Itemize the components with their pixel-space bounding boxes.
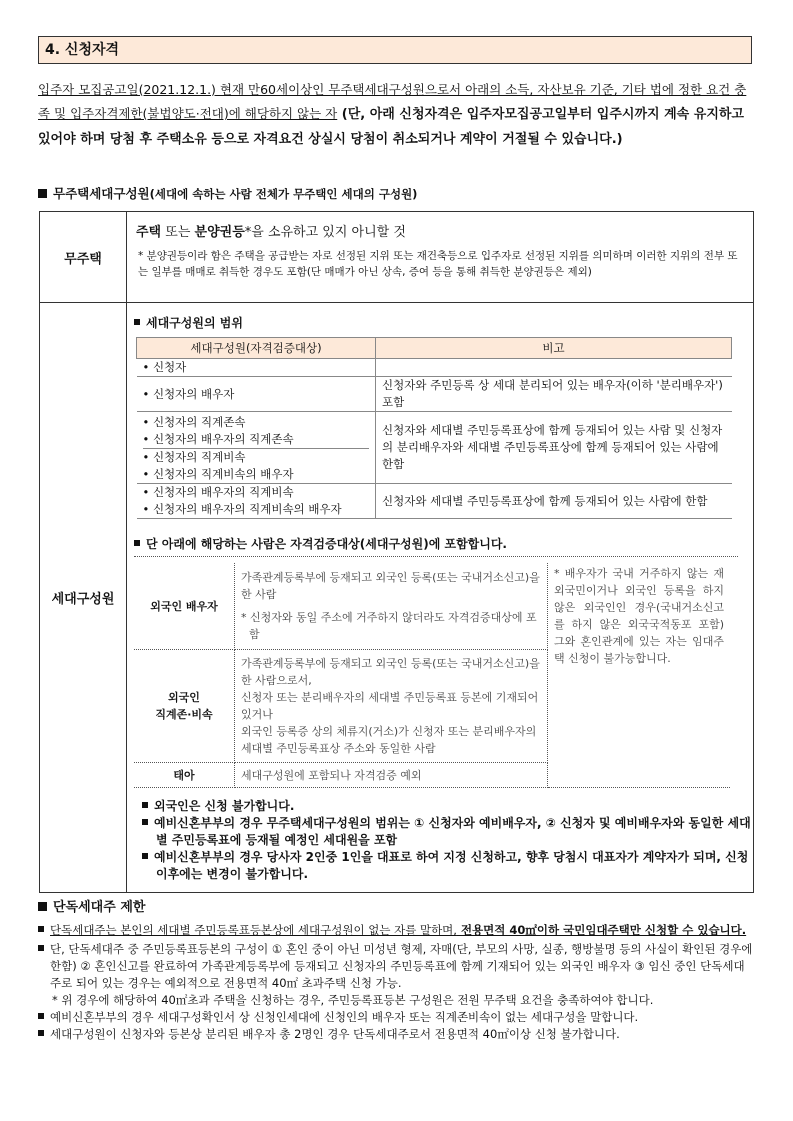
black-square-icon xyxy=(38,945,44,951)
range-note-spouse-descendant: 신청자와 세대별 주민등록표상에 함께 등재되어 있는 사람에 한함 xyxy=(376,484,732,519)
subheading-no-house-household: 무주택세대구성원(세대에 속하는 사람 전체가 무주택인 세대의 구성원) xyxy=(38,184,417,202)
intro-underlined: 입주자 모집공고일(2021.12.1.) 현재 만60세이상인 무주택세대구성원으로서 아래의 소득, 자산보유 기준, 기타 법에 정한 요건 충족 및 입주자격제한(불법양도·전대)에 해당하지 않는 자 xyxy=(38,82,747,121)
foreign-lineal-desc: 가족관계등록부에 등재되고 외국인 등록(또는 국내거소신고)을 한 사람으로서, 신청자 또는 분리배우자의 세대별 주민등록표 등본에 기재되어 있거나 외국인 등록증 상의 체류지(거소)가 신청자 또는 분리배우자의 세대별 주민등록표상 주소와 동일한 사람 xyxy=(235,650,548,763)
include-heading: 단 아래에 해당하는 사람은 자격검증대상(세대구성원)에 포함합니다. xyxy=(134,535,738,557)
presale-right-note: * 분양권등이라 함은 주택을 공급받는 자로 선정된 지위 또는 재건축등으로 입주자로 선정된 지위를 의미하며 이러한 지위의 전부 또는 일부를 매매로 취득한 경우도 포함(단 매매가 아닌 상속, 증여 등을 통해 취득한 분양권등은 제외) xyxy=(138,250,738,278)
black-square-icon xyxy=(142,819,148,825)
black-square-icon xyxy=(134,319,140,325)
section-title: 4. 신청자격 xyxy=(38,36,752,64)
single-item-1: 단독세대주는 본인의 세대별 주민등록표등본상에 세대구성원이 없는 자를 말하며, 전용면적 40㎡이하 국민임대주택만 신청할 수 있습니다. xyxy=(38,922,754,939)
black-square-icon xyxy=(142,802,148,808)
black-square-icon xyxy=(38,1013,44,1019)
black-square-icon xyxy=(38,902,47,911)
foreign-side-note: * 배우자가 국내 거주하지 않는 재외국민이거나 외국인 등록을 하지 않은 외국인인 경우(국내거소신고를 하지 않은 외국국적동포 포함) 그와 혼인관계에 있는 자는 임대주택 신청이 불가능합니다. xyxy=(554,567,724,665)
range-row-lineal: • 신청자의 직계존속 • 신청자의 배우자의 직계존속 • 신청자의 직계비속 • 신청자의 직계비속의 배우자 xyxy=(137,412,376,484)
range-heading: 세대구성원의 범위 xyxy=(134,314,752,331)
foreign-lineal-label: 외국인 직계존·비속 xyxy=(134,650,235,763)
foreign-members-table xyxy=(134,563,730,788)
range-note-spouse: 신청자와 주민등록 상 세대 분리되어 있는 배우자(이하 '분리배우자') 포함 xyxy=(376,377,732,412)
eligibility-table xyxy=(39,211,754,893)
black-square-icon xyxy=(38,1030,44,1036)
fetus-desc: 세대구성원에 포함되나 자격검증 예외 xyxy=(235,763,548,788)
household-bullets xyxy=(142,798,752,883)
single-head-heading: 단독세대주 제한 xyxy=(38,896,145,915)
black-square-icon xyxy=(134,540,140,546)
range-row-spouse: • 신청자의 배우자 xyxy=(137,377,376,412)
fetus-label: 태아 xyxy=(134,763,235,788)
range-row-applicant: • 신청자 xyxy=(137,359,376,377)
single-item-4: 세대구성원이 신청자와 등본상 분리된 배우자 총 2명인 경우 단독세대주로서 전용면적 40㎡이상 신청 불가합니다. xyxy=(38,1026,754,1043)
household-label: 세대구성원 xyxy=(40,303,127,893)
single-item-3: 예비신혼부부의 경우 세대구성확인서 상 신청인세대에 신청인의 배우자 또는 직계존비속이 없는 세대구성을 말합니다. xyxy=(38,1009,754,1026)
single-item-2-note: * 위 경우에 해당하여 40㎡초과 주택을 신청하는 경우, 주민등록표등본 구성원은 전원 무주택 요건을 충족하여야 합니다. xyxy=(52,993,654,1007)
bullet-newlywed-range: 예비신혼부부의 경우 무주택세대구성원의 범위는 ① 신청자와 예비배우자, ② 신청자 및 예비배우자와 동일한 세대별 주민등록표에 등재될 예정인 세대원을 포함 xyxy=(142,815,752,849)
household-cell xyxy=(127,303,754,893)
no-house-cell xyxy=(127,212,754,303)
intro-bold: (단, 아래 신청자격은 입주자모집공고일부터 입주시까지 계속 유지하고 있어야 하며 당첨 후 주택소유 등으로 자격요건 상실시 당첨이 취소되거나 계약이 거절될 수 있습니다.) xyxy=(38,107,744,147)
bullet-newlywed-representative: 예비신혼부부의 경우 당사자 2인중 1인을 대표로 하여 지정 신청하고, 향후 당첨시 대표자가 계약자가 되며, 신청이후에는 변경이 불가합니다. xyxy=(142,849,752,883)
single-head-list xyxy=(38,922,754,1043)
black-square-icon xyxy=(38,926,44,932)
range-row-spouse-descendant: • 신청자의 배우자의 직계비속 • 신청자의 배우자의 직계비속의 배우자 xyxy=(137,484,376,519)
household-range-table xyxy=(136,337,732,519)
black-square-icon xyxy=(142,853,148,859)
range-note-lineal: 신청자와 세대별 주민등록표상에 함께 등재되어 있는 사람 및 신청자의 분리배우자와 세대별 주민등록표상에 함께 등재되어 있는 사람에 한함 xyxy=(376,412,732,484)
no-house-requirement: 주택 또는 분양권등*을 소유하고 있지 아니할 것 xyxy=(136,225,406,240)
foreign-spouse-desc: 가족관계등록부에 등재되고 외국인 등록(또는 국내거소신고)을 한 사람 * 신청자와 동일 주소에 거주하지 않더라도 자격검증대상에 포함 xyxy=(235,563,548,650)
single-item-2: 단, 단독세대주 중 주민등록표등본의 구성이 ① 혼인 중이 아닌 미성년 형제, 자매(단, 부모의 사망, 실종, 행방불명 등의 사실이 확인된 경우에 한함) ② 혼인신고를 완료하여 가족관계등록부에 등재되고 신청자의 주민등록표에 함께 기재되어 있는 외국인 배우자 ③ 임신 중인 단독세대주로 되어 있는 경우는 예외적으로 전용면적 40㎡ 초과주택 신청 가능. xyxy=(38,941,754,992)
black-square-icon xyxy=(38,189,47,198)
intro-paragraph xyxy=(38,78,756,152)
bullet-foreigner: 외국인은 신청 불가합니다. xyxy=(142,798,752,815)
no-house-label: 무주택 xyxy=(40,212,127,303)
range-col-header-1: 세대구성원(자격검증대상) xyxy=(137,338,376,359)
range-col-header-2: 비고 xyxy=(376,338,732,359)
foreign-spouse-label: 외국인 배우자 xyxy=(134,563,235,650)
